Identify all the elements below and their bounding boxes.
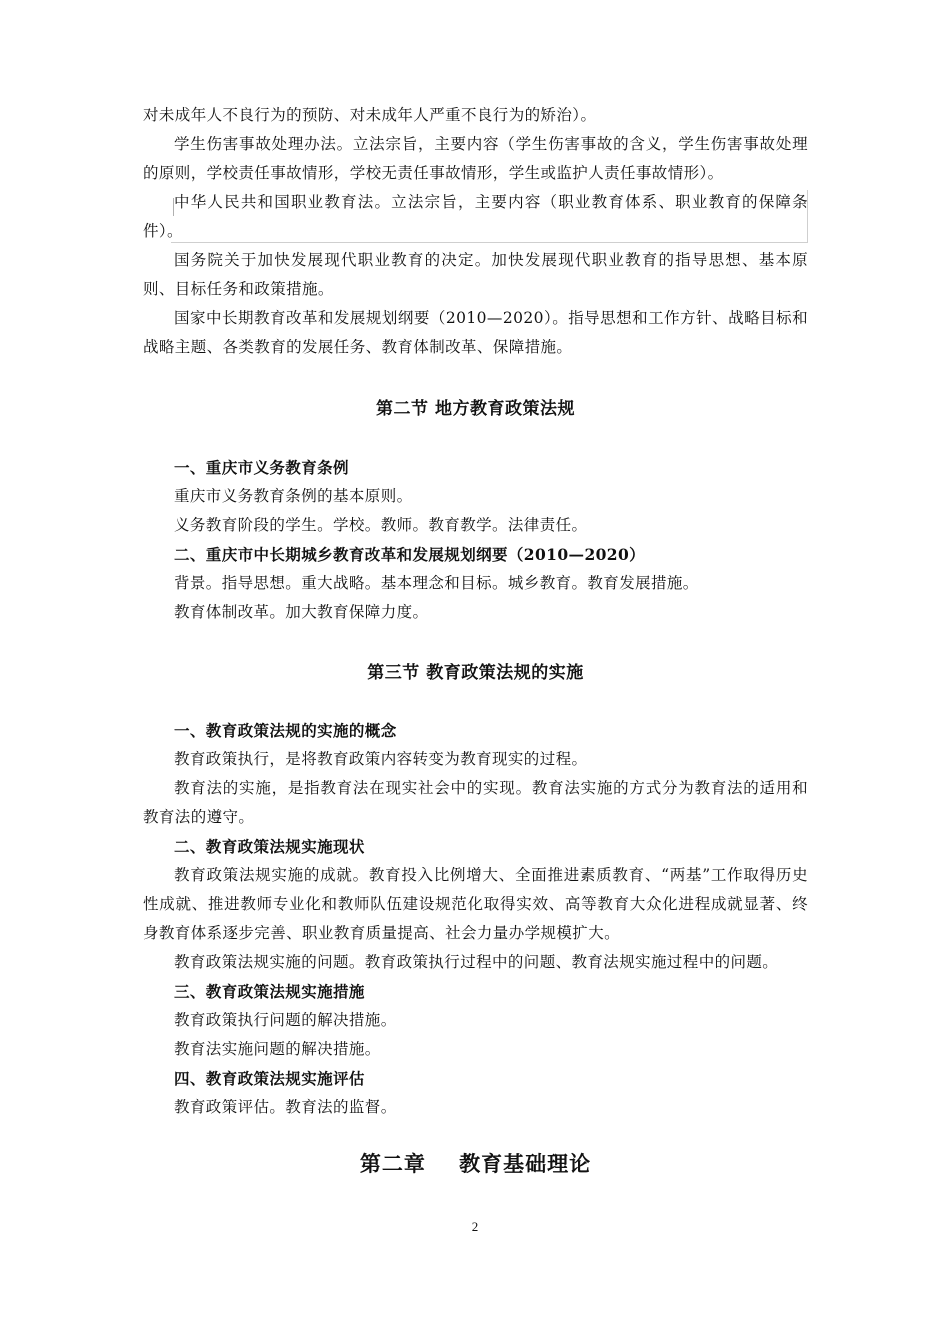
intro-paragraph-4: 国务院关于加快发展现代职业教育的决定。加快发展现代职业教育的指导思想、基本原则、目标任务和政策措施。 <box>143 251 808 298</box>
section-2-heading-1: 一、重庆市义务教育条例 <box>174 458 349 477</box>
section-2-title: 第二节 地方教育政策法规 <box>376 399 575 419</box>
intro-paragraph-1: 对未成年人不良行为的预防、对未成年人严重不良行为的矫治）。 <box>143 106 597 124</box>
section-3-heading-4: 四、教育政策法规实施评估 <box>174 1069 365 1088</box>
section-3-heading-3: 三、教育政策法规实施措施 <box>174 982 365 1001</box>
section-3-heading-1: 一、教育政策法规的实施的概念 <box>174 721 397 740</box>
section-3-heading-1-paragraph-1: 教育政策执行，是将教育政策内容转变为教育现实的过程。 <box>174 750 588 768</box>
section-3-heading-2: 二、教育政策法规实施现状 <box>174 837 365 856</box>
section-3-title: 第三节 教育政策法规的实施 <box>367 663 584 683</box>
intro-paragraph-2: 学生伤害事故处理办法。立法宗旨，主要内容（学生伤害事故的含义，学生伤害事故处理的原则，学校责任事故情形，学校无责任事故情形，学生或监护人责任事故情形）。 <box>143 135 808 182</box>
intro-paragraph-3: 中华人民共和国职业教育法。立法宗旨，主要内容（职业教育体系、职业教育的保障条件）。 <box>143 193 808 240</box>
section-3-heading-2-paragraph-1: 教育政策法规实施的成就。教育投入比例增大、全面推进素质教育、“两基”工作取得历史性成就、推进教师专业化和教师队伍建设规范化取得实效、高等教育大众化进程成就显著、终身教育体系逐步完善、职业教育质量提高、社会力量办学规模扩大。 <box>143 866 808 942</box>
section-3-heading-3-paragraph-2: 教育法实施问题的解决措施。 <box>174 1040 381 1058</box>
section-2-heading-2-paragraph-1: 背景。指导思想。重大战略。基本理念和目标。城乡教育。教育发展措施。 <box>174 574 699 592</box>
intro-paragraph-5: 国家中长期教育改革和发展规划纲要（2010—2020）。指导思想和工作方针、战略目标和战略主题、各类教育的发展任务、教育体制改革、保障措施。 <box>143 309 808 356</box>
document-page <box>143 101 808 1178</box>
framed-paragraph <box>143 188 808 246</box>
section-2-heading-2: 二、重庆市中长期城乡教育改革和发展规划纲要（2010—2020） <box>174 545 646 564</box>
section-3-heading-3-paragraph-1: 教育政策执行问题的解决措施。 <box>174 1011 397 1029</box>
section-3-heading-4-paragraph-1: 教育政策评估。教育法的监督。 <box>174 1098 397 1116</box>
text-cursor-mark <box>173 198 174 216</box>
chapter-title: 第二章 教育基础理论 <box>359 1151 592 1176</box>
section-2-heading-1-paragraph-1: 重庆市义务教育条例的基本原则。 <box>174 487 413 505</box>
section-3-heading-2-paragraph-2: 教育政策法规实施的问题。教育政策执行过程中的问题、教育法规实施过程中的问题。 <box>174 953 779 971</box>
section-2-heading-1-paragraph-2: 义务教育阶段的学生。学校。教师。教育教学。法律责任。 <box>174 516 588 534</box>
section-2-heading-2-paragraph-2: 教育体制改革。加大教育保障力度。 <box>174 603 429 621</box>
section-3-heading-1-paragraph-2: 教育法的实施，是指教育法在现实社会中的实现。教育法实施的方式分为教育法的适用和教育法的遵守。 <box>143 779 808 826</box>
page-number: 2 <box>471 1219 479 1234</box>
